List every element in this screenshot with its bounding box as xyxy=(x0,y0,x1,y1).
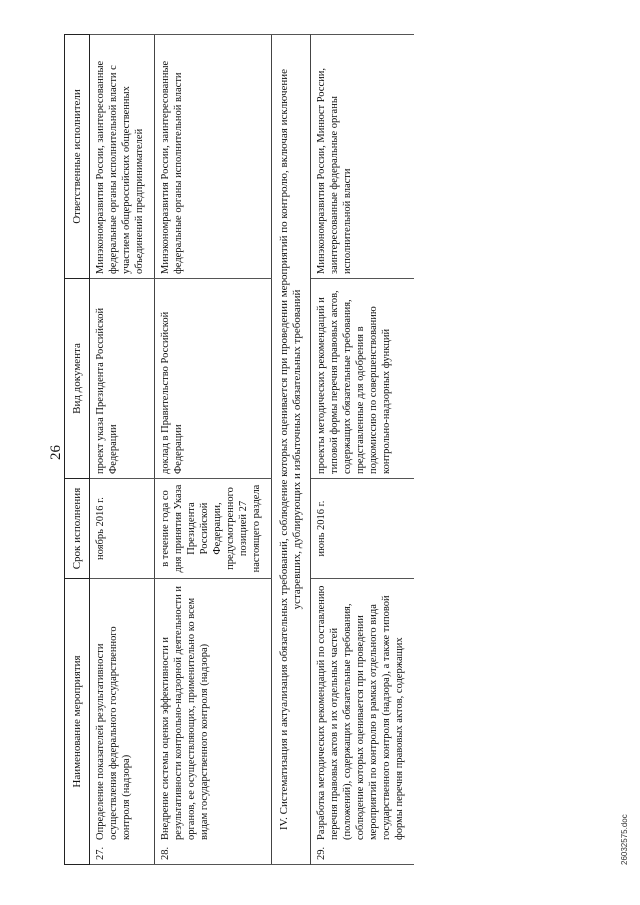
cell-name xyxy=(155,579,272,865)
table-row-27 xyxy=(90,35,155,865)
page-number: 26 xyxy=(48,445,64,460)
cell-doc: доклад в Правительство Российской Федерации xyxy=(155,279,272,479)
cell-name xyxy=(311,579,415,865)
cell-name xyxy=(90,579,155,865)
table-row-28 xyxy=(155,35,272,865)
row-number: 29. xyxy=(316,846,327,860)
header-doc: Вид документа xyxy=(65,279,90,479)
section-heading: IV. Систематизация и актуализация обязательных требований, соблюдение которых оценивается при проведении мероприятий по контролю, включая исключение устаревших, дублирующих и избыточных обязательных требований xyxy=(272,35,311,865)
cell-doc: проекты методических рекомендаций и типовой формы перечня правовых актов, содержащих обязательные требования, представленные для одобрения в подкомиссию по совершенствованию контрольно-надзорных функций xyxy=(311,279,415,479)
header-resp: Ответственные исполнители xyxy=(65,35,90,279)
measure-name: Внедрение системы оценки эффективности и результативности контрольно-надзорной деятельности и органов, ее осуществляющих, применительно ко всем видам государственного контроля (надзора) xyxy=(160,586,210,840)
cell-doc: проект указа Президента Российской Федерации xyxy=(90,279,155,479)
cell-term: июнь 2016 г. xyxy=(311,479,415,579)
measure-name: Разработка методических рекомендаций по составлению перечня правовых актов и их отдельных частей (положений), содержащих обязательные требования, соблюдение которых оценивается при проведении мероприятий по контролю в рамках отдельного вида государственного контроля (надзора), а также типовой формы перечня правовых актов, содержащих xyxy=(316,585,405,840)
row-number: 28. xyxy=(160,846,171,860)
header-term: Срок исполнения xyxy=(65,479,90,579)
header-name: Наименование мероприятия xyxy=(65,579,90,865)
cell-resp: Минэкономразвития России, заинтересованные федеральные органы исполнительной власти xyxy=(155,35,272,279)
cell-resp: Минэкономразвития России, Минюст России, заинтересованные федеральные органы исполнительной власти xyxy=(311,35,415,279)
section-heading-row xyxy=(272,35,311,865)
table-row-29 xyxy=(311,35,415,865)
measure-name: Определение показателей результативности осуществления федерального государственного контроля (надзора) xyxy=(95,626,132,840)
cell-term: ноябрь 2016 г. xyxy=(90,479,155,579)
table-header-row xyxy=(65,35,90,865)
row-number: 27. xyxy=(95,846,106,860)
cell-term: в течение года со дня принятия Указа Президента Российской Федерации, предусмотренного позицией 27 настоящего раздела xyxy=(155,479,272,579)
footer-doc-id: 26032575.doc xyxy=(620,814,629,865)
cell-resp: Минэкономразвития России, заинтересованные федеральные органы исполнительной власти с участием общероссийских общественных объединений предпринимателей xyxy=(90,35,155,279)
measures-table xyxy=(64,34,414,865)
